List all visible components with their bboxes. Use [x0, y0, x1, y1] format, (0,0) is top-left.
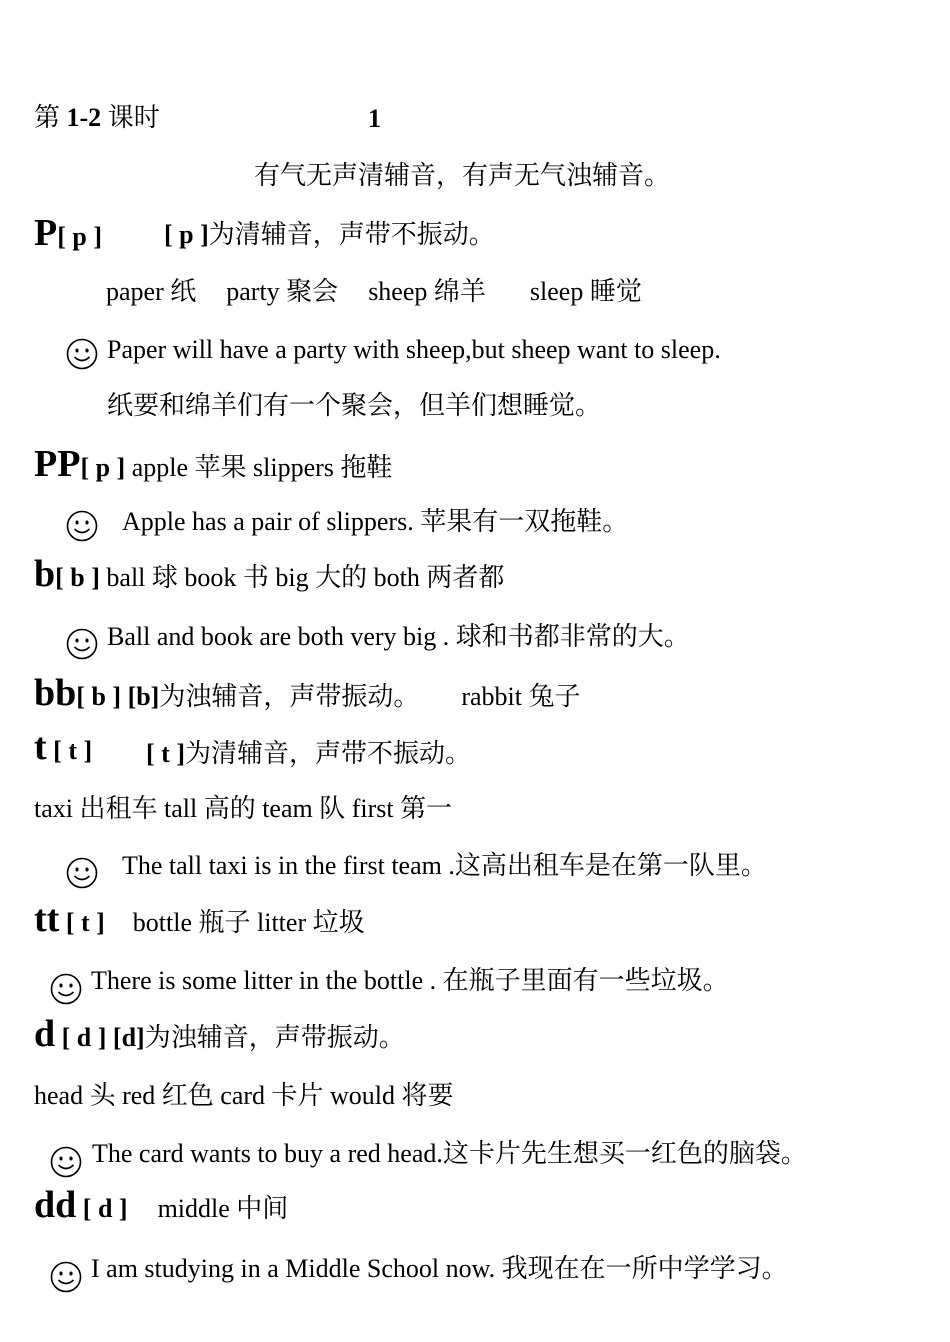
ipa-t: [ t ] — [53, 736, 93, 765]
ipa-d-note: [d] — [112, 1023, 145, 1052]
section-tt-sentence: There is some litter in the bottle . 在瓶子里面有一些垃圾。 — [91, 966, 729, 995]
section-b-sentence: Ball and book are both very big . 球和书都非常的大。 — [107, 622, 690, 651]
section-b-heading — [34, 555, 504, 593]
letter-bb: bb — [34, 672, 77, 714]
ipa-p: [ p ] — [57, 222, 102, 251]
section-dd-heading — [34, 1186, 288, 1224]
section-pp-sentence: Apple has a pair of slippers. 苹果有一双拖鞋。 — [122, 507, 629, 536]
word-paper: paper 纸 — [106, 277, 197, 306]
smiley-face-icon — [50, 1261, 82, 1293]
letter-b: b — [34, 553, 56, 595]
smiley-face-icon — [66, 338, 98, 370]
words-tt: bottle 瓶子 litter 垃圾 — [132, 908, 365, 937]
note-d: 为浊辅音，声带振动。 — [144, 1023, 405, 1052]
page-number: 1 — [368, 104, 381, 133]
section-d-words: head 头 red 红色 card 卡片 would 将要 — [34, 1081, 454, 1110]
ipa-p-note: [ p ] — [164, 220, 209, 249]
ipa-bb-note: [b] — [127, 682, 160, 711]
ipa-dd: [ d ] — [82, 1194, 128, 1223]
lesson-suffix: 课时 — [101, 103, 160, 132]
smiley-face-icon — [50, 973, 82, 1005]
section-d-heading — [34, 1015, 405, 1053]
words-dd: middle 中间 — [157, 1194, 289, 1223]
lesson-header — [34, 105, 160, 131]
section-tt-heading — [34, 900, 365, 938]
intro-rule: 有气无声清辅音，有声无气浊辅音。 — [254, 161, 671, 190]
letter-p: P — [34, 212, 58, 254]
ipa-tt: [ t ] — [65, 908, 105, 937]
section-p-heading — [34, 214, 102, 252]
letter-tt: tt — [34, 898, 60, 940]
word-sleep: sleep 睡觉 — [529, 277, 642, 306]
ipa-pp: [ p ] — [80, 453, 126, 482]
smiley-face-icon — [66, 857, 98, 889]
section-p-note — [164, 222, 495, 248]
ipa-t-note: [ t ] — [146, 739, 185, 768]
words-b: ball 球 book 书 big 大的 both 两者都 — [106, 563, 505, 592]
word-rabbit: rabbit 兔子 — [461, 682, 581, 711]
section-p-sentence: Paper will have a party with sheep,but sheep want to sleep. — [107, 335, 721, 364]
ipa-d: [ d ] — [61, 1023, 107, 1052]
lesson-prefix: 第 — [34, 103, 67, 132]
section-t-words: taxi 出租车 tall 高的 team 队 first 第一 — [34, 794, 453, 823]
smiley-face-icon — [50, 1146, 82, 1178]
section-d-sentence: The card wants to buy a red head.这卡片先生想买一红色的脑袋。 — [92, 1139, 807, 1168]
letter-d: d — [34, 1013, 56, 1055]
smiley-face-icon — [66, 628, 98, 660]
word-sheep: sheep 绵羊 — [368, 277, 486, 306]
lesson-range: 1-2 — [66, 103, 102, 132]
ipa-bb: [ b ] — [76, 682, 122, 711]
section-bb-heading — [34, 674, 581, 712]
smiley-face-icon — [66, 510, 98, 542]
section-p-words — [106, 279, 642, 305]
letter-pp: PP — [34, 443, 81, 485]
letter-t: t — [34, 726, 47, 768]
section-pp-heading — [34, 445, 392, 483]
section-t-heading — [34, 728, 92, 766]
section-dd-sentence: I am studying in a Middle School now. 我现在在一所中学学习。 — [91, 1254, 788, 1283]
ipa-b: [ b ] — [55, 563, 100, 592]
note-bb: 为浊辅音，声带振动。 — [159, 682, 420, 711]
note-t: 为清辅音，声带不振动。 — [184, 739, 471, 768]
letter-dd: dd — [34, 1184, 77, 1226]
note-p: 为清辅音，声带不振动。 — [208, 220, 495, 249]
word-party: party 聚会 — [226, 277, 339, 306]
section-t-sentence: The tall taxi is in the first team .这高出租车是在第一队里。 — [122, 851, 767, 880]
section-p-translation: 纸要和绵羊们有一个聚会，但羊们想睡觉。 — [107, 391, 602, 420]
words-pp: apple 苹果 slippers 拖鞋 — [131, 453, 393, 482]
section-t-note — [146, 741, 471, 767]
